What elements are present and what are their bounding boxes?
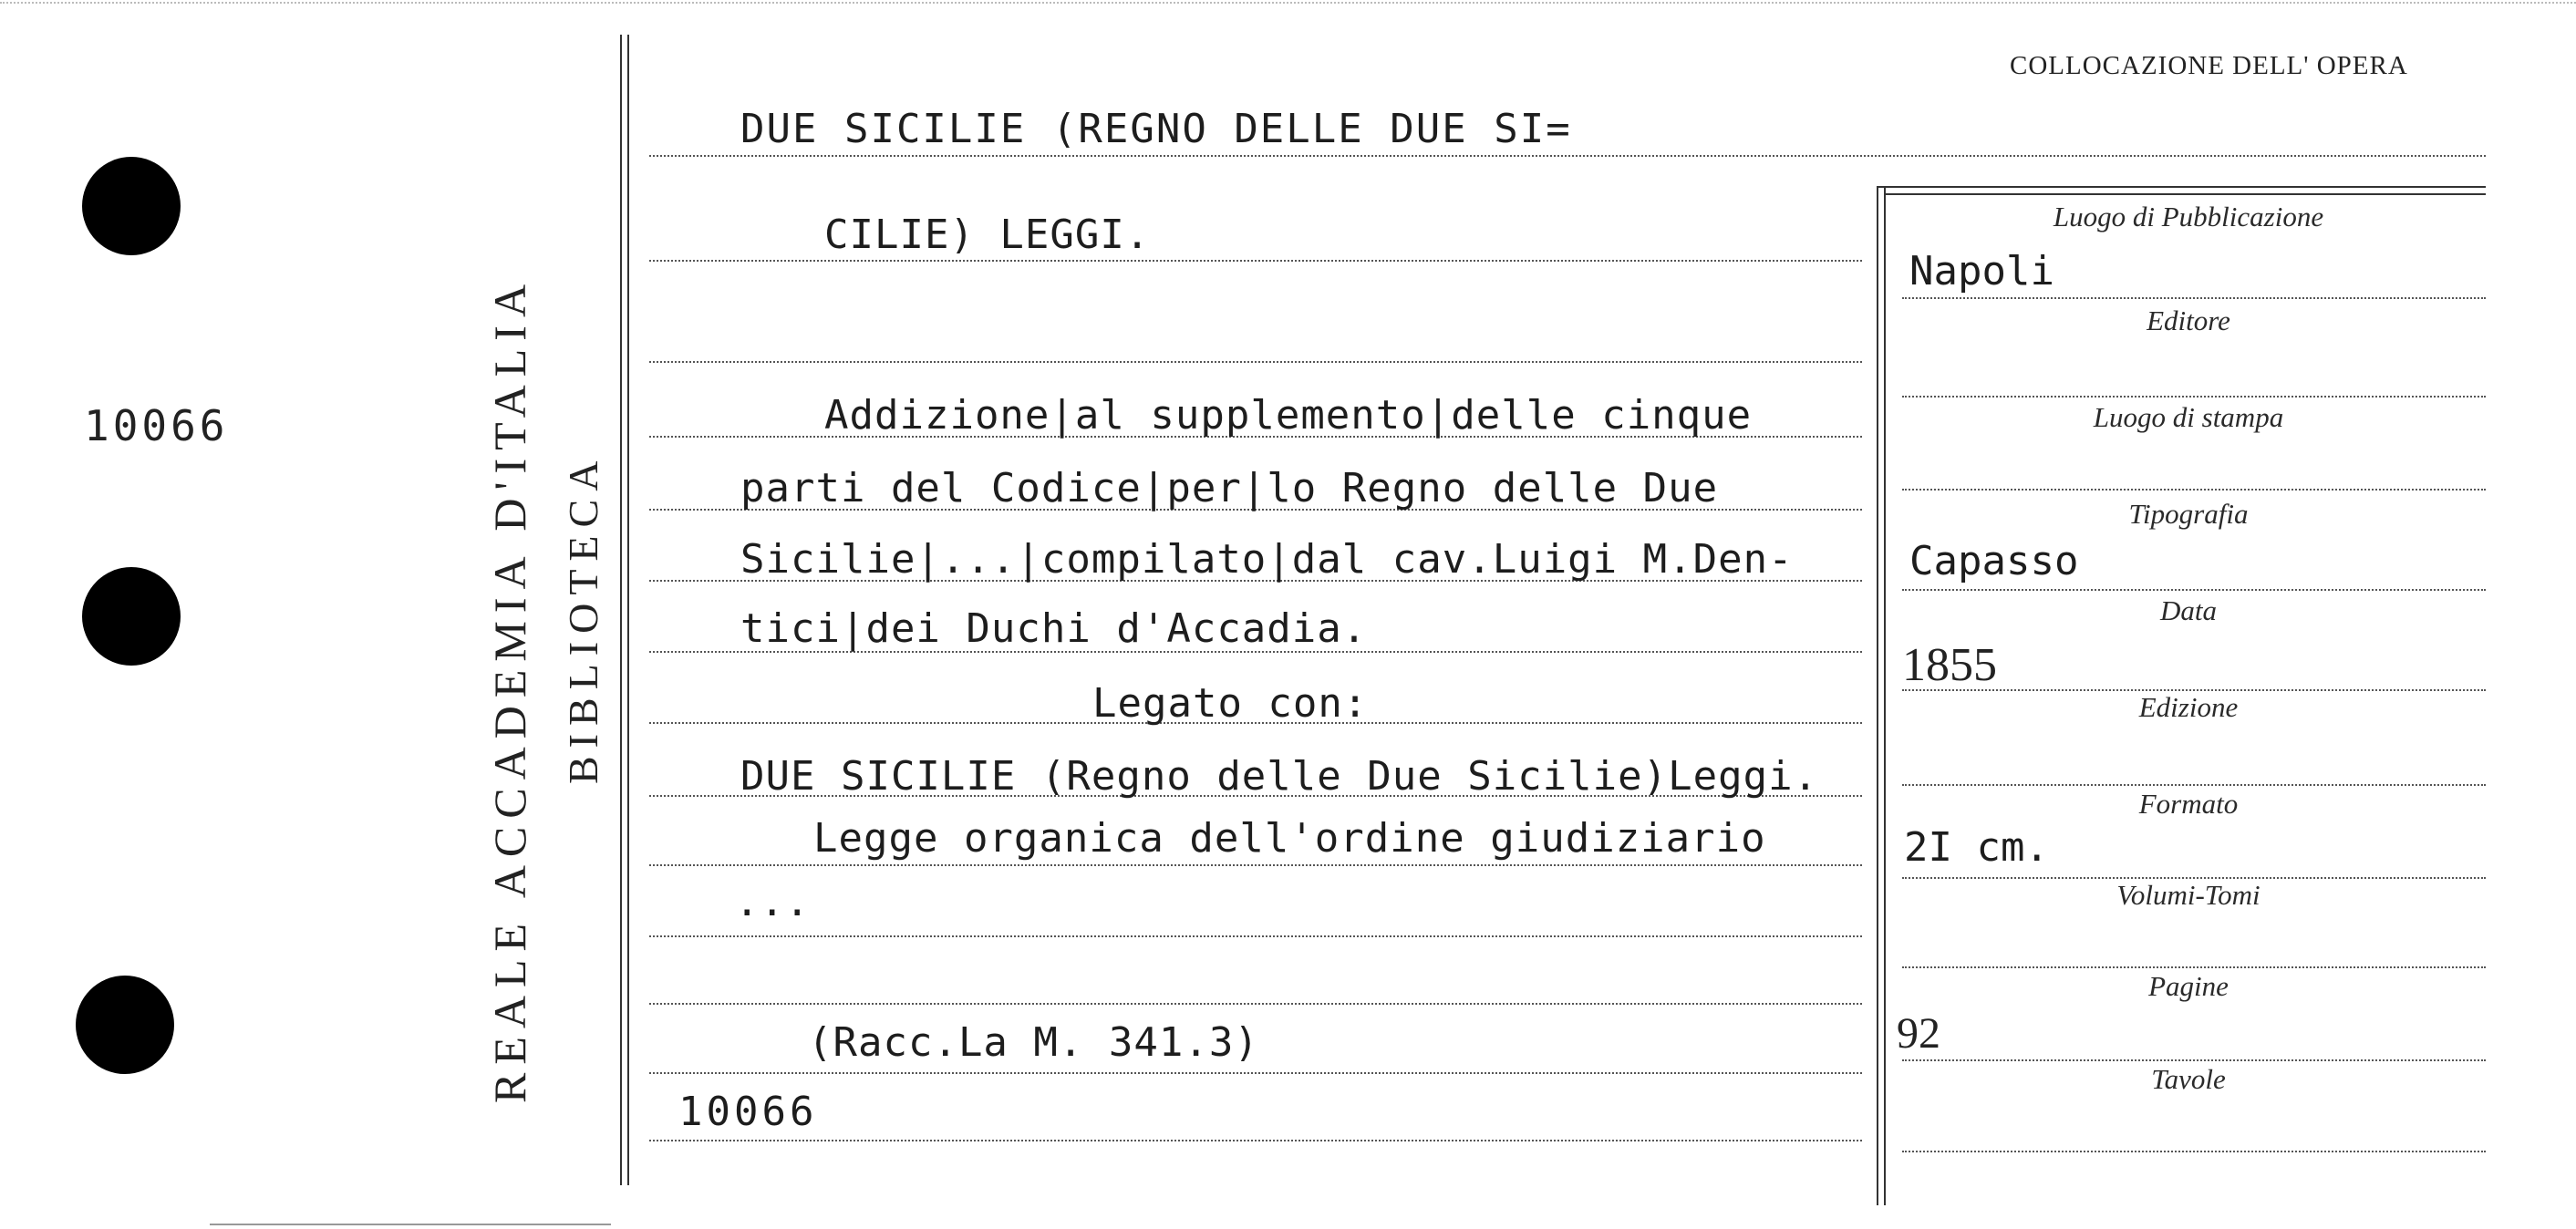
entry-line-title-3: Sicilie|...|compilato|dal cav.Luigi M.Den- [740, 536, 1794, 583]
entry-line-title-1: Addizione|al supplemento|delle cinque [824, 392, 1753, 439]
entry-rule-1 [649, 155, 2486, 157]
field-label-edizione: Edizione [2138, 691, 2239, 723]
entry-line-ellipsis: ... [735, 879, 811, 925]
entry-line-heading-2: CILIE) LEGGI. [824, 212, 1151, 258]
main-divider-line-2 [627, 35, 629, 1185]
entry-line-title-4: tici|dei Duchi d'Accadia. [740, 605, 1368, 652]
field-label-luogo-stampa: Luogo di stampa [2093, 401, 2284, 433]
field-label-data: Data [2160, 594, 2217, 626]
field-label-luogo-pubblicazione: Luogo di Pubblicazione [2053, 201, 2324, 232]
department-label: BIBLIOTECA [560, 452, 606, 784]
field-label-pagine: Pagine [2148, 970, 2229, 1002]
field-label-tipografia: Tipografia [2128, 498, 2249, 530]
institution-label: REALE ACCADEMIA D'ITALIA [484, 275, 535, 1103]
field-rule-1 [1902, 297, 2486, 299]
entry-rule-13 [649, 1072, 1862, 1074]
entry-line-second-heading: DUE SICILIE (Regno delle Due Sicilie)Leggi. [740, 753, 1819, 800]
field-value-data: 1855 [1902, 639, 1997, 691]
field-value-luogo-pubblicazione: Napoli [1909, 248, 2054, 294]
field-label-formato: Formato [2138, 788, 2239, 820]
entry-rule-14 [649, 1140, 1862, 1141]
entry-line-title-2: parti del Codice|per|lo Regno delle Due [740, 465, 1719, 511]
field-rule-10 [1902, 1151, 2486, 1152]
punch-hole-top [82, 157, 181, 255]
field-rule-3 [1902, 489, 2486, 491]
field-rule-9 [1902, 1059, 2486, 1061]
inventory-number: 10066 [84, 401, 229, 450]
entry-rule-3 [649, 361, 1862, 363]
box-top-line-1 [1877, 186, 2486, 188]
bottom-edge [210, 1224, 611, 1225]
field-value-formato: 2I cm. [1904, 824, 2049, 871]
entry-rule-2 [649, 260, 1862, 262]
entry-line-heading-1: DUE SICILIE (REGNO DELLE DUE SI= [740, 106, 1572, 152]
punch-hole-middle [82, 567, 181, 666]
top-edge [0, 2, 2576, 4]
box-top-line-2 [1884, 193, 2486, 195]
field-label-tavole: Tavole [2151, 1063, 2226, 1095]
entry-line-second-title: Legge organica dell'ordine giudiziario [813, 815, 1766, 862]
main-divider-line-1 [620, 35, 622, 1185]
field-label-editore: Editore [2147, 305, 2230, 336]
field-value-tipografia: Capasso [1909, 538, 2079, 584]
entry-rule-12 [649, 1003, 1862, 1005]
collocazione-label: COLLOCAZIONE DELL' OPERA [2010, 51, 2408, 80]
punch-hole-bottom [76, 976, 174, 1074]
entry-line-bound-with: Legato con: [1092, 680, 1369, 727]
entry-rule-11 [649, 935, 1862, 937]
field-rule-2 [1902, 396, 2486, 398]
entry-rule-10 [649, 864, 1862, 866]
field-value-pagine: 92 [1897, 1009, 1940, 1058]
field-rule-6 [1902, 784, 2486, 786]
field-rule-8 [1902, 966, 2486, 968]
box-divider-line-2 [1884, 186, 1886, 1205]
box-divider-line-1 [1877, 186, 1878, 1205]
field-label-volumi-tomi: Volumi-Tomi [2116, 879, 2260, 911]
entry-line-collection: (Racc.La M. 341.3) [808, 1019, 1259, 1066]
field-rule-4 [1902, 589, 2486, 591]
entry-line-inventory: 10066 [678, 1089, 818, 1135]
